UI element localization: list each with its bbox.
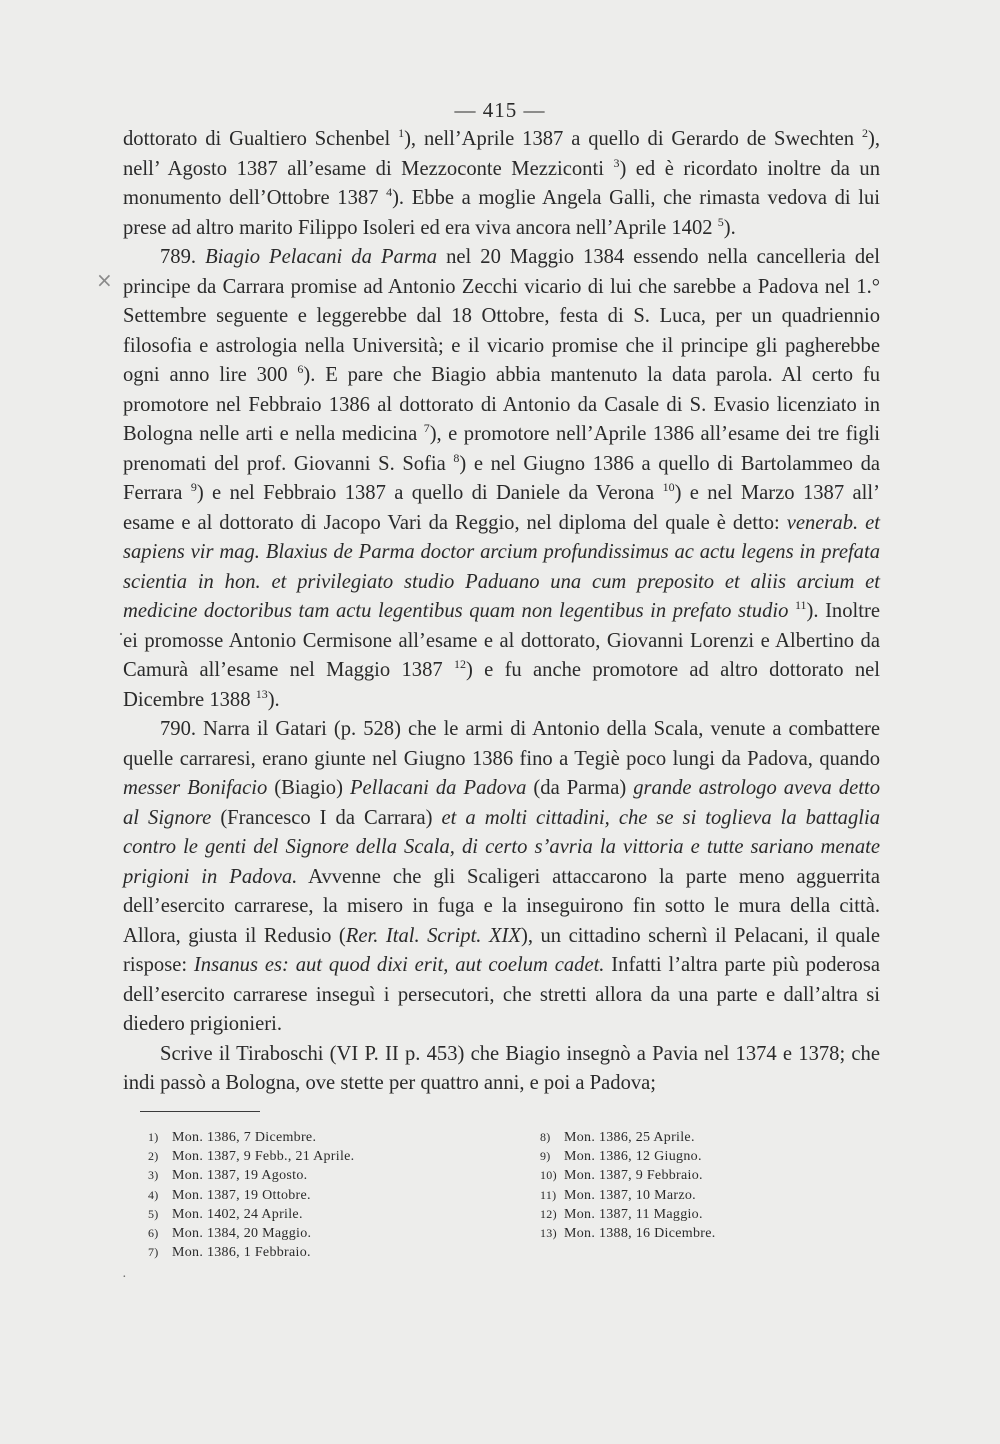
footnote-ref: 4 — [386, 185, 393, 199]
footnote-text: Mon. 1388, 16 Dicembre. — [564, 1226, 716, 1242]
footnote-text: Mon. 1386, 12 Giugno. — [564, 1149, 702, 1165]
footnote — [148, 1243, 488, 1262]
footnote-mark: 4) — [148, 1187, 159, 1202]
body-text — [123, 125, 880, 1099]
footnote-ref: 13 — [255, 686, 268, 701]
footnote-mark: 5) — [148, 1206, 159, 1221]
paragraph — [123, 125, 880, 243]
footnote-mark: 3) — [148, 1168, 159, 1183]
text-run: ), e promotore nell’Aprile 1386 all’esame dei tre figli prenomati del prof. Giovanni S. Sofia — [123, 423, 881, 475]
footnote-mark: 8) — [540, 1130, 551, 1144]
footnote-mark: 6) — [148, 1226, 159, 1241]
footnote-divider — [140, 1111, 260, 1112]
text-run: ), un cittadino schernì il Pelacani, il quale rispose: — [123, 924, 880, 976]
footnote-text: Mon. 1386, 25 Aprile. — [564, 1130, 695, 1145]
text-run: ) ed è ricordato inoltre da un monumento dell’Ottobre 1387 — [123, 157, 880, 209]
footnote-ref: 11 — [794, 598, 807, 612]
footnote — [540, 1186, 880, 1205]
footnote-text: Mon. 1402, 24 Aprile. — [172, 1206, 303, 1222]
text-run: ). Ebbe a moglie Angela Galli, che rimasta vedova di lui prese ad altro marito Filippo Isoleri ed era viva ancora nell’Aprile 1402 — [123, 187, 880, 239]
text-run: ) e nel Giugno 1386 a quello di Bartolammeo da Ferrara — [123, 452, 881, 504]
footnote-mark: 10) — [540, 1168, 557, 1183]
footnote-text: Mon. 1386, 1 Febbraio. — [172, 1245, 311, 1261]
text-run: Infatti l’altra parte più poderosa dell’esercito carrarese inseguì i persecutori, che stretti allora da una parte e dall’altra si diedero prigionieri. — [123, 954, 880, 1035]
footnote — [540, 1128, 880, 1147]
footnote-mark: 12) — [540, 1206, 557, 1221]
footnote-ref: 2 — [861, 126, 868, 140]
text-run: ) e fu anche promotore ad altro dottorato nel Dicembre 1388 — [123, 659, 880, 711]
text-run: ) e nel Febbraio 1387 a quello di Daniele da Verona — [196, 482, 663, 504]
margin-dot: · — [122, 1270, 127, 1285]
italic-text: grande astrologo aveva detto al Signore — [123, 777, 880, 829]
text-run: (Francesco I da Carrara) — [211, 806, 442, 829]
text-run: nel 20 Maggio 1384 essendo nella cancelleria del principe da Carrara promise ad Antonio Zecchi vicario di lui che sarebbe a Padova nel 1.° Settembre seguente e leggerebbe dal 18 Ottobre, festa di S. Luca, per un quadriennio filosofia e astrologia nella Università; e il vicario promise che il principe gli pagherebbe ogni anno lire 300 — [123, 246, 880, 386]
footnote-ref: 12 — [453, 657, 466, 671]
footnote-ref: 1 — [398, 126, 405, 140]
footnote — [148, 1128, 488, 1147]
margin-dot: · — [118, 624, 124, 644]
footnote — [540, 1224, 880, 1243]
footnote-mark: 7) — [148, 1245, 159, 1260]
footnote-text: Mon. 1386, 7 Dicembre. — [172, 1130, 317, 1145]
text-run: ), nell’Aprile 1387 a quello di Gerardo de Swechten — [404, 128, 862, 150]
italic-text: messer Bonifacio — [123, 777, 268, 799]
footnote — [540, 1166, 880, 1185]
italic-text: Pellacani da Padova — [349, 777, 527, 799]
footnote-ref: 5 — [717, 214, 724, 229]
text-run: (Biagio) — [267, 777, 350, 799]
text-run: ), nell’ Agosto 1387 all’esame di Mezzoconte Mezziconti — [123, 128, 880, 180]
paragraph — [123, 1040, 880, 1099]
footnote-mark: 11) — [540, 1187, 557, 1202]
footnote — [148, 1224, 488, 1243]
footnote-ref: 8 — [453, 450, 460, 465]
paragraph — [123, 243, 880, 715]
footnotes-right-column — [540, 1128, 880, 1243]
italic-text: Biagio Pelacani da Parma — [205, 246, 438, 268]
italic-text: et a molti cittadini, che se si toglieva la battaglia contro le genti del Signore della Scala, di certo s’avria la vittoria e tutte sariano menate prigioni in Padova. — [123, 806, 881, 888]
footnote-text: Mon. 1387, 10 Marzo. — [564, 1187, 696, 1203]
footnotes-left-column — [148, 1128, 488, 1262]
margin-cross-mark: × — [96, 268, 113, 292]
text-run: (da Parma) — [526, 777, 634, 799]
footnote — [540, 1147, 880, 1166]
text-run: ). Inoltre ei promosse Antonio Cermisone all’esame e al dottorato, Giovanni Lorenzi e Albertino da Camurà all’esame nel Maggio 1387 — [123, 600, 880, 681]
footnote — [148, 1166, 488, 1185]
paragraph — [123, 715, 880, 1040]
footnote-ref: 10 — [662, 480, 675, 494]
footnote-text: Mon. 1387, 19 Agosto. — [172, 1168, 308, 1184]
footnote — [148, 1205, 488, 1224]
footnote-ref: 3 — [613, 155, 620, 170]
text-run: 790. Narra il Gatari (p. 528) che le armi di Antonio della Scala, venute a combattere quelle carraresi, erano giunte nel Giugno 1386 fino a Tegiè poco lungi da Padova, quando — [123, 718, 880, 770]
footnote-mark: 9) — [540, 1149, 551, 1164]
footnote-text: Mon. 1387, 11 Maggio. — [564, 1206, 703, 1222]
footnote-ref: 9 — [190, 480, 197, 494]
footnote-text: Mon. 1387, 9 Febb., 21 Aprile. — [172, 1149, 355, 1165]
footnote-text: Mon. 1384, 20 Maggio. — [172, 1226, 312, 1242]
text-run: ). E pare che Biagio abbia mantenuto la data parola. Al certo fu promotore nel Febbraio 1386 al dottorato di Antonio da Casale di S. Evasio licenziato in Bologna nelle arti e nella medicina — [123, 364, 880, 445]
text-run: dottorato di Gualtiero Schenbel — [123, 128, 399, 150]
footnote-ref: 7 — [423, 421, 430, 435]
footnote-ref: 6 — [297, 362, 304, 376]
footnote — [148, 1186, 488, 1205]
footnote-mark: 2) — [148, 1149, 159, 1164]
italic-text: Insanus es: aut quod dixi erit, aut coelum cadet. — [193, 954, 605, 976]
italic-text: Rer. Ital. Script. XIX — [345, 924, 521, 947]
text-run: Avvenne che gli Scaligeri attaccarono la parte meno agguerrita dell’esercito carrarese, la misero in fuga e la inseguirono fin sotto le mura della città. Allora, giusta il Redusio ( — [123, 865, 880, 947]
footnote — [540, 1205, 880, 1224]
text-run: Scrive il Tiraboschi (VI P. II p. 453) che Biagio insegnò a Pavia nel 1374 e 1378; che indi passò a Bologna, ove stette per quattro anni, e poi a Padova; — [123, 1042, 880, 1094]
text-run: ) e nel Marzo 1387 all’ esame e al dottorato di Jacopo Vari da Reggio, nel diploma del quale è detto: — [123, 482, 880, 534]
footnote-mark: 13) — [540, 1226, 557, 1241]
text-run: ). — [267, 688, 280, 711]
footnote-mark: 1) — [148, 1130, 159, 1144]
page-number: — 415 — — [454, 98, 546, 122]
footnote-text: Mon. 1387, 9 Febbraio. — [564, 1168, 703, 1184]
footnote-text: Mon. 1387, 19 Ottobre. — [172, 1187, 311, 1203]
footnote — [148, 1147, 488, 1166]
text-run: ). — [723, 216, 736, 239]
text-run: 789. — [160, 246, 206, 268]
italic-text: venerab. et sapiens vir mag. Blaxius de Parma doctor arcium profundissimus ac actu legens in prefata scientia in hon. et privilegiato studio Paduano una cum preposito et aliis arcium et medicine doctoribus tam actu legentibus quam non legentibus in prefato studio — [123, 511, 880, 622]
